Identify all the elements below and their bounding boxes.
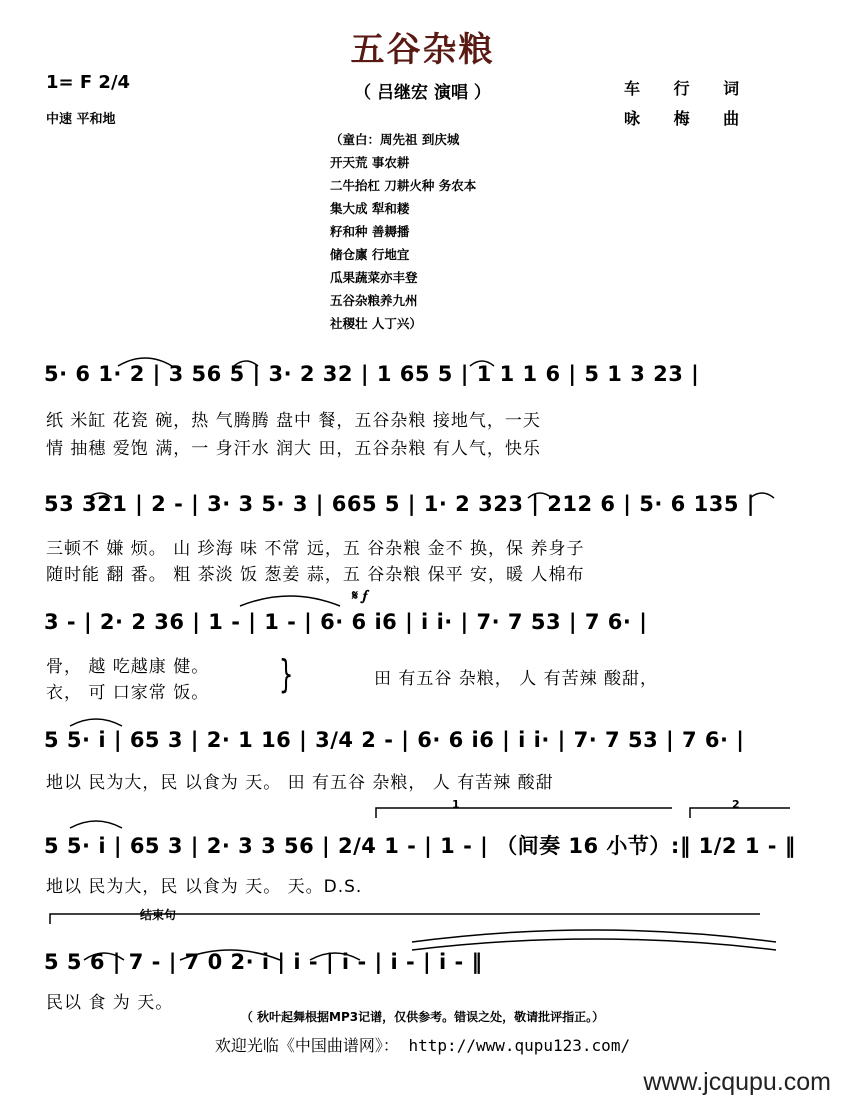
tie-mark	[412, 939, 776, 950]
composer-credit: 咏 梅 曲	[624, 109, 754, 128]
lyric-line-1a: 纸 米缸 花瓷 碗，热 气腾腾 盘中 餐，五谷杂粮 接地气，一天	[46, 411, 541, 431]
volta-number-2: 2	[732, 798, 740, 811]
narration-line: 集大成 犁和耧	[330, 201, 410, 216]
lyric-line-1b: 情 抽穗 爱饱 满，一 身汗水 润大 田，五谷杂粮 有人气，快乐	[46, 439, 541, 459]
notation-line-3: 3 - | 2· 2 36 | 1 - | 1 - | 6· 6 i6 | i i· | 7· 7 53 | 7 6· |	[44, 610, 648, 634]
notation-line-4: 5 5· i | 65 3 | 2· 1 16 | 3/4 2 - | 6· 6 i6 | i i· | 7· 7 53 | 7 6· |	[44, 728, 745, 752]
volta-number-1: 1	[452, 798, 460, 811]
notation-line-2: 53 321 | 2 - | 3· 3 5· 3 | 665 5 | 1· 2 323 | 212 6 | 5· 6 135 |	[44, 492, 755, 516]
lyric-line-2a: 三顿不 嫌 烦。 山 珍海 味 不常 远，五 谷杂粮 金不 换，保 养身子	[46, 539, 585, 559]
notation-line-1: 5· 6 1· 2 | 3 56 5 | 3· 2 32 | 1 65 5 | 1 1 1 6 | 5 1 3 23 |	[44, 362, 700, 386]
lyric-line-6: 民以 食 为 天。	[46, 993, 174, 1013]
narration-line: 二牛抬杠 刀耕火种 务农本	[330, 178, 477, 193]
brace-mark: }	[278, 652, 294, 696]
volta-bracket-1	[376, 808, 672, 818]
welcome-link[interactable]: 欢迎光临《中国曲谱网》： http://www.qupu123.com/	[214, 1036, 631, 1055]
volta-bracket-2	[690, 808, 790, 818]
narration-line: 开天荒 事农耕	[330, 155, 410, 170]
tie-mark	[70, 719, 122, 726]
tie-mark	[70, 821, 122, 828]
notation-line-5: 5 5· i | 65 3 | 2· 3 3 56 | 2/4 1 - | 1 - | （间奏 16 小节）:‖ 1/2 1 - ‖	[44, 834, 796, 858]
narration-line: 社稷壮 人丁兴）	[330, 316, 422, 331]
narration-line: 储仓廪 行地宜	[330, 247, 410, 262]
tempo-marking: 中速 平和地	[46, 112, 116, 127]
notation-line-6: 5 5 6 | 7 - | 7 0 2· i | i - | i - | i - | i - ‖	[44, 950, 483, 974]
lyric-line-3b: 衣， 可 口家常 饭。	[46, 683, 210, 703]
narration-line: 五谷杂粮养九州	[330, 293, 418, 308]
ending-label: 结束句	[140, 908, 177, 922]
lyric-line-3-side: 田 有五谷 杂粮， 人 有苦辣 酸甜，	[374, 669, 659, 689]
narration-line: 籽和种 善耨播	[330, 224, 410, 239]
tie-mark	[240, 596, 340, 606]
segno-sign: 𝄋 𝆑	[352, 588, 368, 604]
lyricist-credit: 车 行 词	[624, 79, 754, 98]
lyric-line-4: 地以 民为大，民 以食为 天。 田 有五谷 杂粮， 人 有苦辣 酸甜	[46, 773, 554, 793]
key-signature: 1= F 2/4	[46, 72, 131, 93]
tie-mark	[412, 930, 776, 942]
song-title: 五谷杂粮	[350, 30, 495, 70]
watermark: www.jcqupu.com	[643, 1068, 831, 1096]
singer-credit: （ 吕继宏 演唱 ）	[354, 83, 491, 103]
lyric-line-2b: 随时能 翻 番。 粗 茶淡 饭 葱姜 蒜，五 谷杂粮 保平 安，暖 人棉布	[46, 565, 585, 585]
lyric-line-5: 地以 民为大，民 以食为 天。 天。D.S.	[46, 877, 363, 897]
lyric-line-3a: 骨， 越 吃越康 健。	[46, 657, 210, 677]
narration-line: （童白：周先祖 到庆城	[330, 132, 460, 147]
transcription-note: （ 秋叶起舞根据MP3记谱，仅供参考。错误之处，敬请批评指正。）	[240, 1010, 605, 1024]
narration-line: 瓜果蔬菜亦丰登	[330, 270, 418, 285]
